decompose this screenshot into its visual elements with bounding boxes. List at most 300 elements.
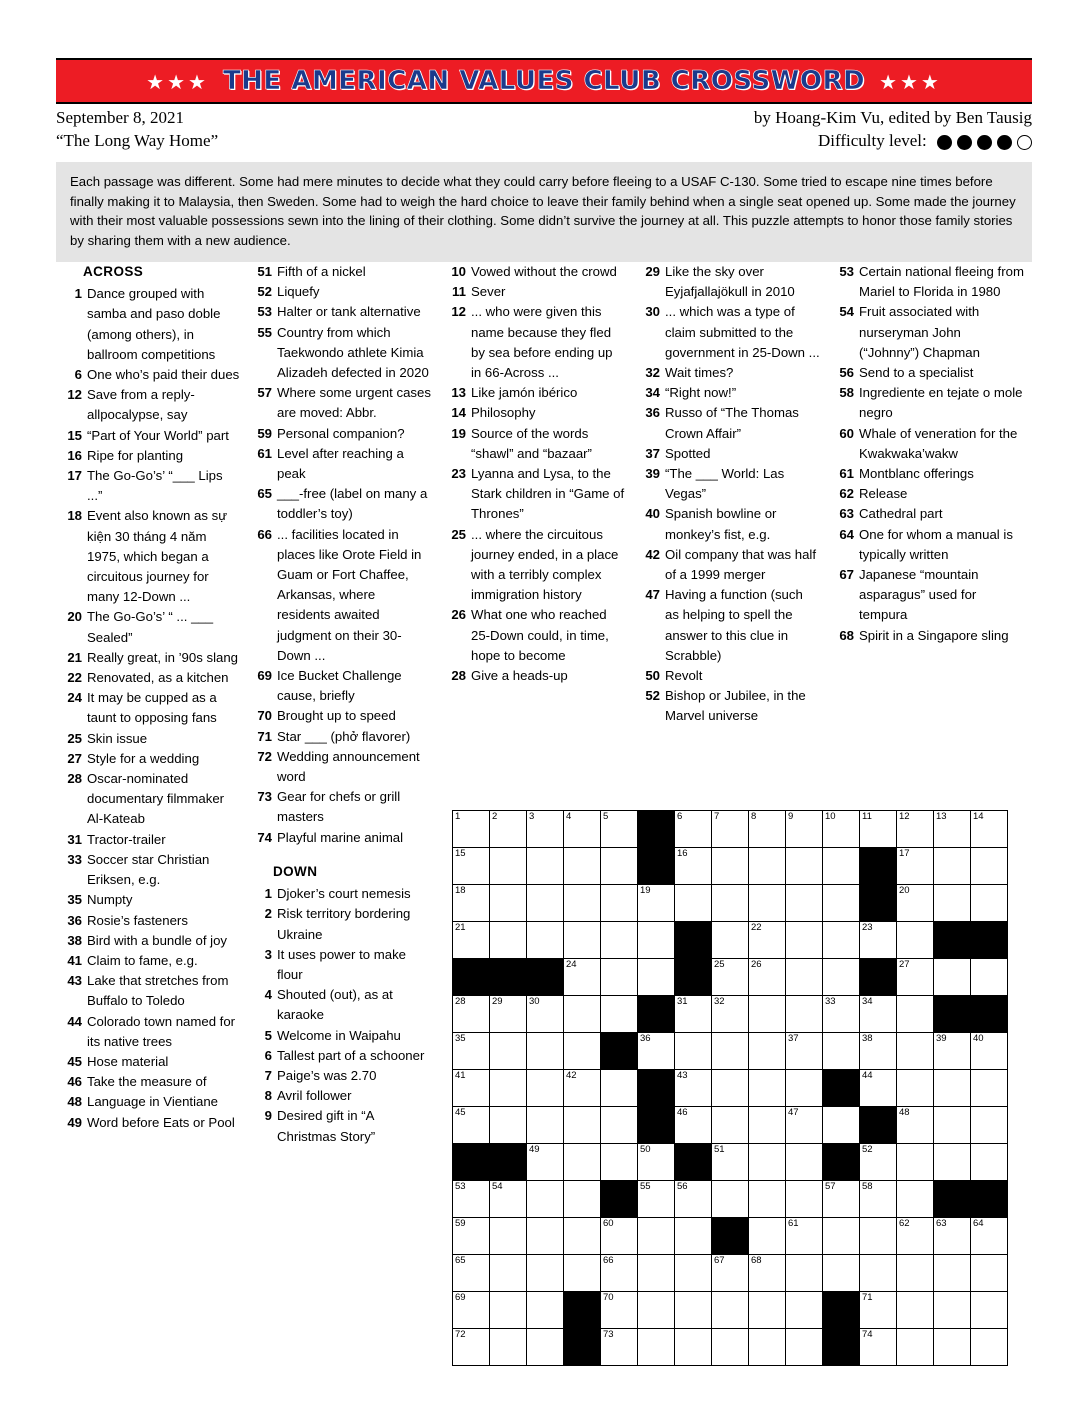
- grid-cell[interactable]: [786, 922, 823, 959]
- grid-cell[interactable]: [527, 1292, 564, 1329]
- clue-down-68[interactable]: [834, 626, 1024, 646]
- grid-cell[interactable]: [601, 1329, 638, 1366]
- grid-cell[interactable]: [564, 1218, 601, 1255]
- grid-cell[interactable]: [527, 922, 564, 959]
- grid-cell-number: 67: [714, 1255, 725, 1266]
- clue-text: Having a function (such as helping to spell the answer to this clue in Scrabble): [665, 587, 803, 663]
- clue-across-44[interactable]: [62, 1012, 240, 1052]
- grid-cell[interactable]: [786, 1218, 823, 1255]
- grid-cell[interactable]: [490, 1181, 527, 1218]
- clue-across-38[interactable]: [62, 931, 240, 951]
- grid-cell[interactable]: [934, 1033, 971, 1070]
- grid-cell[interactable]: [527, 996, 564, 1033]
- grid-cell[interactable]: [934, 959, 971, 996]
- clue-text: “Right now!”: [665, 385, 737, 401]
- grid-cell-number: 27: [899, 959, 910, 970]
- grid-cell[interactable]: [786, 1070, 823, 1107]
- clue-across-55[interactable]: [252, 323, 432, 384]
- grid-cell[interactable]: [971, 848, 1008, 885]
- grid-cell[interactable]: [527, 1107, 564, 1144]
- clue-across-71[interactable]: [252, 727, 432, 747]
- grid-cell[interactable]: [749, 1218, 786, 1255]
- clue-down-42[interactable]: [640, 545, 820, 585]
- grid-cell[interactable]: [564, 996, 601, 1033]
- grid-cell[interactable]: [897, 1181, 934, 1218]
- grid-cell[interactable]: [971, 1144, 1008, 1181]
- grid-cell[interactable]: [971, 1107, 1008, 1144]
- grid-cell[interactable]: [527, 811, 564, 848]
- grid-cell[interactable]: [934, 1329, 971, 1366]
- grid-cell[interactable]: [712, 959, 749, 996]
- grid-cell[interactable]: [934, 1218, 971, 1255]
- grid-cell[interactable]: [712, 1033, 749, 1070]
- grid-cell[interactable]: [601, 1255, 638, 1292]
- clue-down-34[interactable]: [640, 383, 820, 403]
- grid-cell[interactable]: [897, 1107, 934, 1144]
- grid-cell[interactable]: [897, 922, 934, 959]
- grid-cell[interactable]: [897, 1292, 934, 1329]
- grid-cell[interactable]: [749, 1181, 786, 1218]
- clue-across-1[interactable]: [62, 284, 240, 365]
- grid-cell[interactable]: [527, 1329, 564, 1366]
- grid-cell[interactable]: [823, 959, 860, 996]
- clue-down-52[interactable]: [640, 686, 820, 726]
- grid-cell[interactable]: [823, 1218, 860, 1255]
- clue-across-33[interactable]: [62, 850, 240, 890]
- grid-cell[interactable]: [490, 922, 527, 959]
- clue-down-50[interactable]: [640, 666, 820, 686]
- grid-cell[interactable]: [749, 996, 786, 1033]
- grid-cell[interactable]: [786, 996, 823, 1033]
- grid-cell[interactable]: [453, 885, 490, 922]
- grid-cell[interactable]: [601, 1218, 638, 1255]
- grid-cell-number: 23: [862, 922, 873, 933]
- grid-cell[interactable]: [823, 885, 860, 922]
- grid-cell[interactable]: [601, 1070, 638, 1107]
- masthead-title-text: THE AMERICAN VALUES CLUB CROSSWORD: [222, 66, 866, 96]
- grid-cell[interactable]: [601, 1107, 638, 1144]
- grid-cell[interactable]: [453, 922, 490, 959]
- clue-down-47[interactable]: [640, 585, 820, 666]
- clue-down-63[interactable]: [834, 504, 1024, 524]
- grid-cell[interactable]: [712, 922, 749, 959]
- clue-across-25[interactable]: [62, 729, 240, 749]
- clue-across-18[interactable]: [62, 506, 240, 607]
- grid-cell[interactable]: [601, 959, 638, 996]
- grid-cell[interactable]: [897, 1218, 934, 1255]
- clue-down-19[interactable]: [446, 424, 626, 464]
- grid-cell[interactable]: [675, 996, 712, 1033]
- clue-down-8[interactable]: [252, 1086, 432, 1106]
- clue-across-27[interactable]: [62, 749, 240, 769]
- grid-cell[interactable]: [453, 1218, 490, 1255]
- grid-cell[interactable]: [860, 1329, 897, 1366]
- grid-cell[interactable]: [601, 811, 638, 848]
- grid-cell[interactable]: [860, 1144, 897, 1181]
- grid-cell[interactable]: [527, 1255, 564, 1292]
- grid-cell[interactable]: [860, 1070, 897, 1107]
- grid-cell[interactable]: [860, 1218, 897, 1255]
- grid-cell[interactable]: [490, 1070, 527, 1107]
- grid-cell[interactable]: [971, 885, 1008, 922]
- grid-cell[interactable]: [934, 811, 971, 848]
- clue-down-40[interactable]: [640, 504, 820, 544]
- grid-cell[interactable]: [675, 1329, 712, 1366]
- grid-cell[interactable]: [712, 1255, 749, 1292]
- clue-down-60[interactable]: [834, 424, 1024, 464]
- clue-down-67[interactable]: [834, 565, 1024, 626]
- clue-down-29[interactable]: [640, 262, 820, 302]
- grid-cell[interactable]: [860, 1292, 897, 1329]
- grid-cell[interactable]: [749, 1292, 786, 1329]
- grid-cell[interactable]: [601, 996, 638, 1033]
- grid-cell[interactable]: [971, 1218, 1008, 1255]
- clue-across-28[interactable]: [62, 769, 240, 830]
- grid-cell[interactable]: [453, 1255, 490, 1292]
- grid-cell[interactable]: [564, 1181, 601, 1218]
- grid-cell[interactable]: [786, 848, 823, 885]
- grid-cell[interactable]: [638, 959, 675, 996]
- grid-cell[interactable]: [712, 885, 749, 922]
- clue-across-74[interactable]: [252, 828, 432, 848]
- clue-across-17[interactable]: [62, 466, 240, 506]
- grid-cell[interactable]: [971, 811, 1008, 848]
- clue-text: Oscar-nominated documentary filmmaker Al-Kateab: [87, 771, 225, 827]
- clue-across-15[interactable]: [62, 426, 240, 446]
- clue-across-52[interactable]: [252, 282, 432, 302]
- grid-cell[interactable]: [749, 1107, 786, 1144]
- clue-across-20[interactable]: [62, 607, 240, 647]
- clue-down-3[interactable]: [252, 945, 432, 985]
- clue-down-64[interactable]: [834, 525, 1024, 565]
- clue-text: Ripe for planting: [87, 447, 184, 463]
- grid-cell[interactable]: [971, 1255, 1008, 1292]
- clue-number: 16: [67, 447, 82, 463]
- grid-cell-number: 53: [455, 1181, 466, 1192]
- clue-down-23[interactable]: [446, 464, 626, 525]
- grid-cell[interactable]: [638, 1255, 675, 1292]
- clue-text: Risk territory bordering Ukraine: [277, 906, 411, 942]
- grid-cell[interactable]: [786, 1107, 823, 1144]
- grid-cell[interactable]: [675, 1107, 712, 1144]
- grid-cell[interactable]: [564, 1144, 601, 1181]
- grid-cell[interactable]: [564, 922, 601, 959]
- grid-cell[interactable]: [675, 811, 712, 848]
- grid-cell[interactable]: [490, 1107, 527, 1144]
- grid-block: [860, 959, 897, 996]
- grid-cell[interactable]: [897, 1144, 934, 1181]
- clue-down-2[interactable]: [252, 904, 432, 944]
- clue-across-49[interactable]: [62, 1113, 240, 1133]
- grid-cell[interactable]: [638, 1218, 675, 1255]
- grid-cell[interactable]: [564, 885, 601, 922]
- clue-down-12[interactable]: [446, 302, 626, 383]
- clue-down-6[interactable]: [252, 1046, 432, 1066]
- grid-cell[interactable]: [490, 1329, 527, 1366]
- grid-cell[interactable]: [749, 1255, 786, 1292]
- grid-cell[interactable]: [453, 848, 490, 885]
- grid-cell[interactable]: [601, 1144, 638, 1181]
- grid-cell[interactable]: [564, 1070, 601, 1107]
- grid-cell[interactable]: [527, 1218, 564, 1255]
- grid-cell[interactable]: [786, 1292, 823, 1329]
- clue-across-70[interactable]: [252, 706, 432, 726]
- clue-across-6[interactable]: [62, 365, 240, 385]
- grid-cell[interactable]: [823, 1181, 860, 1218]
- clue-text: Shouted (out), as at karaoke: [277, 987, 393, 1023]
- clue-down-28[interactable]: [446, 666, 626, 686]
- grid-cell[interactable]: [934, 1144, 971, 1181]
- clue-down-53[interactable]: [834, 262, 1024, 302]
- clue-across-22[interactable]: [62, 668, 240, 688]
- clue-down-9[interactable]: [252, 1106, 432, 1146]
- grid-cell[interactable]: [601, 1292, 638, 1329]
- grid-cell[interactable]: [638, 922, 675, 959]
- grid-cell[interactable]: [490, 1218, 527, 1255]
- clue-text: Save from a reply-allpocalypse, say: [87, 387, 195, 423]
- grid-cell[interactable]: [564, 1107, 601, 1144]
- grid-cell[interactable]: [860, 922, 897, 959]
- grid-cell[interactable]: [712, 811, 749, 848]
- grid-cell[interactable]: [823, 1033, 860, 1070]
- grid-cell[interactable]: [860, 1033, 897, 1070]
- clue-down-32[interactable]: [640, 363, 820, 383]
- clue-across-12[interactable]: [62, 385, 240, 425]
- grid-cell[interactable]: [564, 811, 601, 848]
- grid-cell[interactable]: [453, 1070, 490, 1107]
- grid-cell[interactable]: [786, 959, 823, 996]
- grid-cell[interactable]: [453, 811, 490, 848]
- grid-cell[interactable]: [675, 1292, 712, 1329]
- clue-across-41[interactable]: [62, 951, 240, 971]
- grid-cell[interactable]: [860, 811, 897, 848]
- grid-cell[interactable]: [860, 1181, 897, 1218]
- grid-cell[interactable]: [971, 1329, 1008, 1366]
- grid-cell[interactable]: [564, 959, 601, 996]
- clue-number: 22: [67, 670, 82, 686]
- grid-cell[interactable]: [638, 1033, 675, 1070]
- grid-cell[interactable]: [527, 1033, 564, 1070]
- grid-cell[interactable]: [823, 922, 860, 959]
- grid-cell[interactable]: [712, 996, 749, 1033]
- grid-cell[interactable]: [638, 1181, 675, 1218]
- grid-cell[interactable]: [490, 1255, 527, 1292]
- clue-down-61[interactable]: [834, 464, 1024, 484]
- clue-down-39[interactable]: [640, 464, 820, 504]
- clue-down-10[interactable]: [446, 262, 626, 282]
- clue-across-73[interactable]: [252, 787, 432, 827]
- clue-across-59[interactable]: [252, 424, 432, 444]
- grid-cell[interactable]: [638, 1144, 675, 1181]
- grid-cell[interactable]: [749, 1329, 786, 1366]
- grid-cell[interactable]: [527, 848, 564, 885]
- clue-across-24[interactable]: [62, 688, 240, 728]
- grid-cell[interactable]: [712, 1070, 749, 1107]
- grid-cell[interactable]: [749, 959, 786, 996]
- grid-cell[interactable]: [971, 959, 1008, 996]
- grid-cell[interactable]: [786, 1144, 823, 1181]
- grid-cell[interactable]: [675, 1033, 712, 1070]
- grid-cell[interactable]: [638, 885, 675, 922]
- clue-text: Desired gift in “A Christmas Story”: [277, 1108, 376, 1144]
- grid-cell[interactable]: [786, 1181, 823, 1218]
- grid-cell[interactable]: [897, 959, 934, 996]
- clue-across-16[interactable]: [62, 446, 240, 466]
- clue-down-30[interactable]: [640, 302, 820, 363]
- grid-cell[interactable]: [749, 1070, 786, 1107]
- grid-cell[interactable]: [860, 1255, 897, 1292]
- clue-across-65[interactable]: [252, 484, 432, 524]
- grid-cell[interactable]: [638, 1329, 675, 1366]
- clue-down-58[interactable]: [834, 383, 1024, 423]
- grid-cell[interactable]: [786, 1255, 823, 1292]
- grid-cell[interactable]: [453, 1292, 490, 1329]
- grid-cell[interactable]: [453, 1107, 490, 1144]
- clue-across-51[interactable]: [252, 262, 432, 282]
- grid-cell[interactable]: [675, 1181, 712, 1218]
- clue-across-46[interactable]: [62, 1072, 240, 1092]
- grid-cell[interactable]: [490, 885, 527, 922]
- grid-cell[interactable]: [490, 996, 527, 1033]
- grid-table[interactable]: [452, 810, 1008, 1366]
- clue-down-37[interactable]: [640, 444, 820, 464]
- clue-across-36[interactable]: [62, 911, 240, 931]
- grid-cell[interactable]: [897, 848, 934, 885]
- grid-cell[interactable]: [564, 1033, 601, 1070]
- clue-across-31[interactable]: [62, 830, 240, 850]
- grid-block: [934, 922, 971, 959]
- grid-cell[interactable]: [490, 811, 527, 848]
- grid-cell[interactable]: [749, 922, 786, 959]
- grid-cell[interactable]: [749, 1144, 786, 1181]
- clue-number: 62: [839, 486, 854, 502]
- grid-cell[interactable]: [490, 1033, 527, 1070]
- grid-cell[interactable]: [601, 885, 638, 922]
- grid-cell[interactable]: [786, 1033, 823, 1070]
- grid-cell[interactable]: [490, 1292, 527, 1329]
- clue-down-13[interactable]: [446, 383, 626, 403]
- grid-cell[interactable]: [712, 1292, 749, 1329]
- clue-number: 42: [645, 546, 660, 562]
- clue-down-4[interactable]: [252, 985, 432, 1025]
- grid-cell[interactable]: [527, 1144, 564, 1181]
- grid-cell[interactable]: [897, 996, 934, 1033]
- grid-cell[interactable]: [601, 848, 638, 885]
- clue-across-61[interactable]: [252, 444, 432, 484]
- grid-cell[interactable]: [527, 885, 564, 922]
- grid-cell[interactable]: [823, 811, 860, 848]
- grid-cell[interactable]: [675, 1218, 712, 1255]
- grid-cell[interactable]: [934, 1255, 971, 1292]
- clue-down-54[interactable]: [834, 302, 1024, 363]
- grid-cell[interactable]: [712, 1107, 749, 1144]
- clue-down-62[interactable]: [834, 484, 1024, 504]
- grid-cell[interactable]: [934, 1070, 971, 1107]
- clue-down-7[interactable]: [252, 1066, 432, 1086]
- grid-cell[interactable]: [675, 1070, 712, 1107]
- grid-cell[interactable]: [897, 811, 934, 848]
- grid-cell[interactable]: [675, 848, 712, 885]
- grid-cell[interactable]: [860, 996, 897, 1033]
- grid-cell[interactable]: [897, 885, 934, 922]
- grid-cell[interactable]: [786, 885, 823, 922]
- grid-cell[interactable]: [971, 1070, 1008, 1107]
- grid-cell[interactable]: [897, 1255, 934, 1292]
- grid-cell[interactable]: [564, 848, 601, 885]
- grid-cell[interactable]: [823, 1255, 860, 1292]
- clue-down-14[interactable]: [446, 403, 626, 423]
- grid-cell[interactable]: [749, 811, 786, 848]
- clue-across-72[interactable]: [252, 747, 432, 787]
- grid-cell[interactable]: [527, 1181, 564, 1218]
- grid-cell[interactable]: [897, 1070, 934, 1107]
- clue-down-56[interactable]: [834, 363, 1024, 383]
- grid-cell[interactable]: [712, 1181, 749, 1218]
- grid-cell[interactable]: [601, 922, 638, 959]
- grid-cell[interactable]: [712, 1144, 749, 1181]
- grid-cell[interactable]: [823, 1107, 860, 1144]
- grid-cell[interactable]: [897, 1033, 934, 1070]
- clue-across-69[interactable]: [252, 666, 432, 706]
- grid-cell[interactable]: [490, 848, 527, 885]
- grid-cell[interactable]: [786, 1329, 823, 1366]
- crossword-grid[interactable]: [452, 810, 1008, 1366]
- grid-cell[interactable]: [823, 996, 860, 1033]
- clue-down-26[interactable]: [446, 605, 626, 666]
- clue-across-43[interactable]: [62, 971, 240, 1011]
- grid-cell[interactable]: [934, 848, 971, 885]
- grid-cell[interactable]: [675, 1255, 712, 1292]
- grid-cell[interactable]: [712, 1329, 749, 1366]
- grid-cell[interactable]: [749, 848, 786, 885]
- clue-down-1[interactable]: [252, 884, 432, 904]
- grid-cell-number: 6: [677, 811, 683, 822]
- clue-across-66[interactable]: [252, 525, 432, 666]
- grid-cell[interactable]: [786, 811, 823, 848]
- clue-number: 31: [67, 831, 82, 847]
- clue-across-45[interactable]: [62, 1052, 240, 1072]
- clue-down-36[interactable]: [640, 403, 820, 443]
- grid-cell[interactable]: [934, 885, 971, 922]
- clue-across-35[interactable]: [62, 890, 240, 910]
- clue-across-53[interactable]: [252, 302, 432, 322]
- clue-across-57[interactable]: [252, 383, 432, 423]
- clue-across-48[interactable]: [62, 1092, 240, 1112]
- clue-down-11[interactable]: [446, 282, 626, 302]
- grid-cell[interactable]: [453, 1033, 490, 1070]
- grid-cell[interactable]: [453, 1181, 490, 1218]
- grid-cell-number: 14: [973, 811, 984, 822]
- grid-cell[interactable]: [897, 1329, 934, 1366]
- grid-cell[interactable]: [971, 1033, 1008, 1070]
- grid-cell[interactable]: [749, 885, 786, 922]
- grid-cell[interactable]: [749, 1033, 786, 1070]
- grid-cell[interactable]: [453, 996, 490, 1033]
- clue-down-5[interactable]: [252, 1026, 432, 1046]
- grid-cell[interactable]: [527, 1070, 564, 1107]
- grid-cell[interactable]: [453, 1329, 490, 1366]
- grid-cell[interactable]: [823, 848, 860, 885]
- grid-cell[interactable]: [934, 1292, 971, 1329]
- clue-down-25[interactable]: [446, 525, 626, 606]
- grid-cell[interactable]: [675, 885, 712, 922]
- grid-cell[interactable]: [934, 1107, 971, 1144]
- grid-cell[interactable]: [971, 1292, 1008, 1329]
- grid-cell[interactable]: [638, 1292, 675, 1329]
- clue-across-21[interactable]: [62, 648, 240, 668]
- grid-cell[interactable]: [712, 848, 749, 885]
- grid-cell[interactable]: [564, 1255, 601, 1292]
